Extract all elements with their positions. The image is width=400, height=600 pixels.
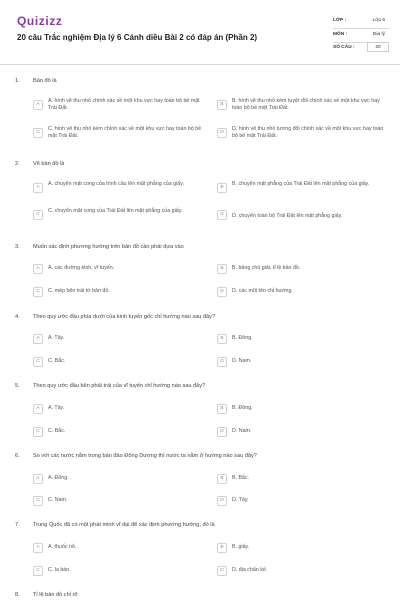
- option-letter-badge: B: [217, 264, 227, 274]
- option-text: A. chuyển mặt cong của hình cầu lên mặt phẳng của giấy.: [48, 181, 184, 187]
- option-letter-badge: C: [33, 566, 43, 576]
- meta-class-value: Lớp 6: [372, 18, 385, 23]
- option-text: D. Nam.: [232, 358, 252, 364]
- option-text: B. bảng chú giải, tỉ lệ bản đồ.: [232, 265, 301, 271]
- option-letter-badge: C: [33, 210, 43, 220]
- worksheet-header: [0, 0, 400, 65]
- question-text: Theo quy ước đầu phía dưới của kinh tuyến gốc chỉ hướng nào sau đây?: [33, 314, 216, 320]
- option-text: C. mép bên trái tờ bản đồ.: [48, 288, 110, 294]
- meta-count: [333, 41, 389, 55]
- option-letter-badge: A: [33, 543, 43, 553]
- option-letter-badge: D: [217, 287, 227, 297]
- quizizz-logo[interactable]: Quizizz: [17, 14, 63, 28]
- option-letter-badge: B: [217, 183, 227, 193]
- question-number: 1.: [15, 78, 20, 84]
- option-letter-badge: B: [217, 543, 227, 553]
- option-text: B. chuyển mặt phẳng của Trái Đất lên mặt phẳng của giấy.: [232, 181, 370, 187]
- option-letter-badge: C: [33, 427, 43, 437]
- option-letter-badge: A: [33, 404, 43, 414]
- meta-subject-value: Địa lý: [373, 32, 385, 37]
- option-text: A. hình vẽ thu nhỏ chính xác về một khu vực hay toàn bộ bề mặt Trái Đất.: [48, 98, 200, 112]
- option-text: D. hình vẽ thu nhỏ tương đối chính xác về một khu vực hay toàn bộ bề mặt Trái Đất.: [232, 126, 384, 140]
- option-text: B. hình vẽ thu nhỏ kém tuyệt đối chính xác về một khu vực hay toàn bộ bề mặt Trái Đất.: [232, 98, 380, 112]
- option-text: C. Bắc.: [48, 358, 66, 364]
- option-text: C. hình vẽ thu nhỏ kém chính xác về một khu vực hay toàn bộ bề mặt Trái Đất.: [48, 126, 202, 140]
- question-number: 7.: [15, 522, 20, 528]
- worksheet-title: 20 câu Trắc nghiệm Địa lý 6 Cánh diều Bài 2 có đáp án (Phần 2): [17, 33, 258, 42]
- option-text: A. Tây.: [48, 405, 65, 411]
- option-letter-badge: A: [33, 183, 43, 193]
- question-text: Theo quy ước đầu bên phải trái của vĩ tuyến chỉ hướng nào sau đây?: [33, 383, 206, 389]
- meta-count-label: SỐ CÂU :: [333, 45, 355, 50]
- option-text: A. Tây.: [48, 335, 65, 341]
- question-text: Vẽ bản đồ là: [33, 161, 65, 167]
- option-letter-badge: D: [217, 496, 227, 506]
- option-text: B. Bắc.: [232, 475, 250, 481]
- option-letter-badge: D: [217, 210, 227, 220]
- question-number: 8.: [15, 592, 20, 598]
- question-text: So với các nước nằm trong bán đảo Đông Dương thì nước ta nằm ở hướng nào sau đây?: [33, 453, 257, 459]
- meta-class: [333, 14, 389, 29]
- option-text: A. Đông.: [48, 475, 69, 481]
- option-text: C. Bắc.: [48, 428, 66, 434]
- option-text: C. Nam.: [48, 497, 68, 503]
- question-number: 3.: [15, 244, 20, 250]
- option-text: D. chuyển toàn bộ Trái Đất lên mặt phẳng giấy.: [232, 213, 343, 219]
- question-number: 4.: [15, 314, 20, 320]
- option-letter-badge: C: [33, 287, 43, 297]
- option-letter-badge: D: [217, 357, 227, 367]
- option-text: D. Nam.: [232, 428, 252, 434]
- option-letter-badge: D: [217, 128, 227, 138]
- option-text: A. thuốc nổ.: [48, 544, 77, 550]
- question-number: 6.: [15, 453, 20, 459]
- option-letter-badge: B: [217, 404, 227, 414]
- option-text: D. địa chấn kế.: [232, 567, 268, 573]
- question-text: Tỉ lệ bản đồ chỉ rõ: [33, 592, 78, 598]
- meta-class-label: LỚP :: [333, 18, 347, 23]
- option-letter-badge: C: [33, 496, 43, 506]
- question-text: Trung Quốc đã có một phát minh vĩ đại để xác định phương hướng, đó là: [33, 522, 215, 528]
- option-letter-badge: B: [217, 334, 227, 344]
- option-text: B. Đông.: [232, 405, 253, 411]
- option-letter-badge: D: [217, 427, 227, 437]
- option-text: C. la bàn.: [48, 567, 71, 573]
- option-letter-badge: A: [33, 474, 43, 484]
- option-letter-badge: A: [33, 100, 43, 110]
- option-text: C. chuyển mặt cong của Trái Đất lên mặt phẳng của giấy.: [48, 208, 183, 214]
- option-letter-badge: B: [217, 474, 227, 484]
- option-text: B. Đông.: [232, 335, 253, 341]
- question-number: 2.: [15, 161, 20, 167]
- option-text: B. giấy.: [232, 544, 250, 550]
- option-letter-badge: C: [33, 128, 43, 138]
- option-letter-badge: A: [33, 264, 43, 274]
- option-letter-badge: B: [217, 100, 227, 110]
- question-text: Bản đồ là: [33, 78, 57, 84]
- option-text: D. Tây.: [232, 497, 249, 503]
- option-text: A. các đường kinh, vĩ tuyến.: [48, 265, 115, 271]
- question-text: Muốn xác định phương hướng trên bản đồ cần phải dựa vào: [33, 244, 184, 250]
- meta-subject-label: MÔN :: [333, 32, 348, 37]
- option-text: D. các mũi tên chỉ hướng.: [232, 288, 293, 294]
- meta-count-value: 20: [367, 42, 389, 52]
- option-letter-badge: C: [33, 357, 43, 367]
- option-letter-badge: D: [217, 566, 227, 576]
- question-number: 5.: [15, 383, 20, 389]
- option-letter-badge: A: [33, 334, 43, 344]
